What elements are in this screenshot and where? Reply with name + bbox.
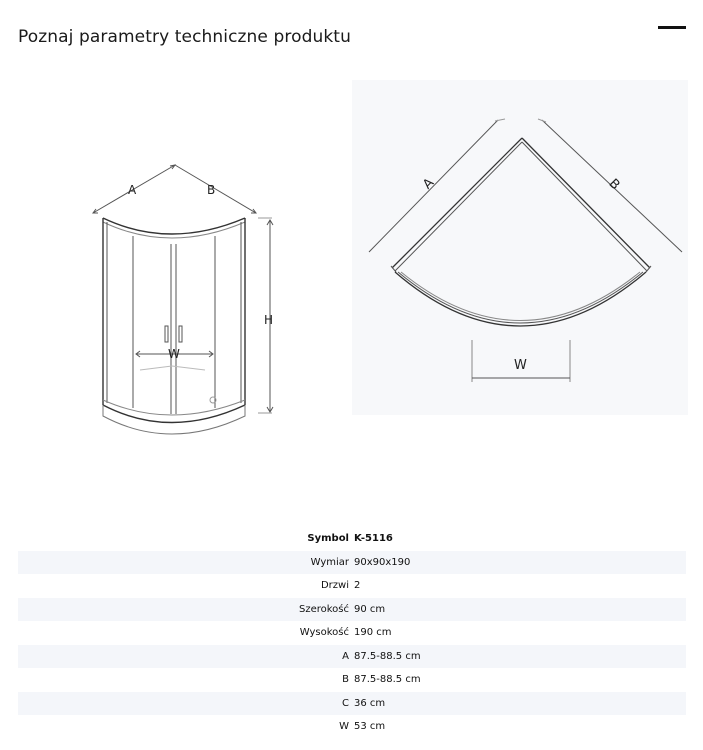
collapse-button[interactable]: [656, 22, 688, 34]
spec-label: Wysokość: [299, 627, 349, 639]
spec-row: [18, 551, 686, 575]
spec-row: [18, 621, 686, 645]
enclosure-top-view-drawing: [352, 80, 688, 415]
spec-label: Wymiar: [18, 551, 354, 575]
dim-label-b: B: [207, 183, 216, 197]
spec-header-label: Symbol: [307, 533, 349, 545]
top-dim-label-w: W: [514, 358, 527, 373]
spec-row: [18, 692, 686, 716]
top-dim-label-a: A: [420, 175, 438, 193]
spec-row: [18, 715, 686, 739]
spec-header-row: [18, 527, 686, 551]
spec-row: [18, 645, 686, 669]
spec-value: 87.5-88.5 cm: [354, 674, 421, 686]
top-view-svg: [352, 80, 688, 415]
dim-label-h: H: [264, 313, 274, 327]
spec-label: Szerokość: [18, 598, 354, 622]
spec-value: 87.5-88.5 cm: [354, 645, 686, 669]
dim-label-w: W: [168, 347, 180, 361]
enclosure-3d-svg: [80, 150, 290, 450]
spec-header-value: K-5116: [354, 533, 393, 545]
spec-label: Drzwi: [320, 580, 349, 592]
spec-table: [18, 527, 686, 739]
spec-row: [18, 574, 686, 598]
spec-row: [18, 668, 686, 692]
spec-value: 36 cm: [354, 692, 686, 716]
minus-icon: [658, 26, 686, 29]
top-dim-label-b: B: [605, 176, 623, 194]
spec-value: 2: [354, 580, 361, 592]
spec-label: A: [18, 645, 354, 669]
spec-value: 90x90x190: [354, 551, 686, 575]
spec-label: C: [18, 692, 354, 716]
spec-value: 90 cm: [354, 598, 686, 622]
spec-value: 53 cm: [354, 721, 386, 733]
dim-label-a: A: [128, 183, 137, 197]
spec-label: W: [339, 721, 349, 733]
section-title: Poznaj parametry techniczne produktu: [18, 27, 351, 47]
spec-row: [18, 598, 686, 622]
spec-label: B: [342, 674, 349, 686]
spec-value: 190 cm: [354, 627, 392, 639]
enclosure-3d-drawing: [80, 150, 290, 450]
